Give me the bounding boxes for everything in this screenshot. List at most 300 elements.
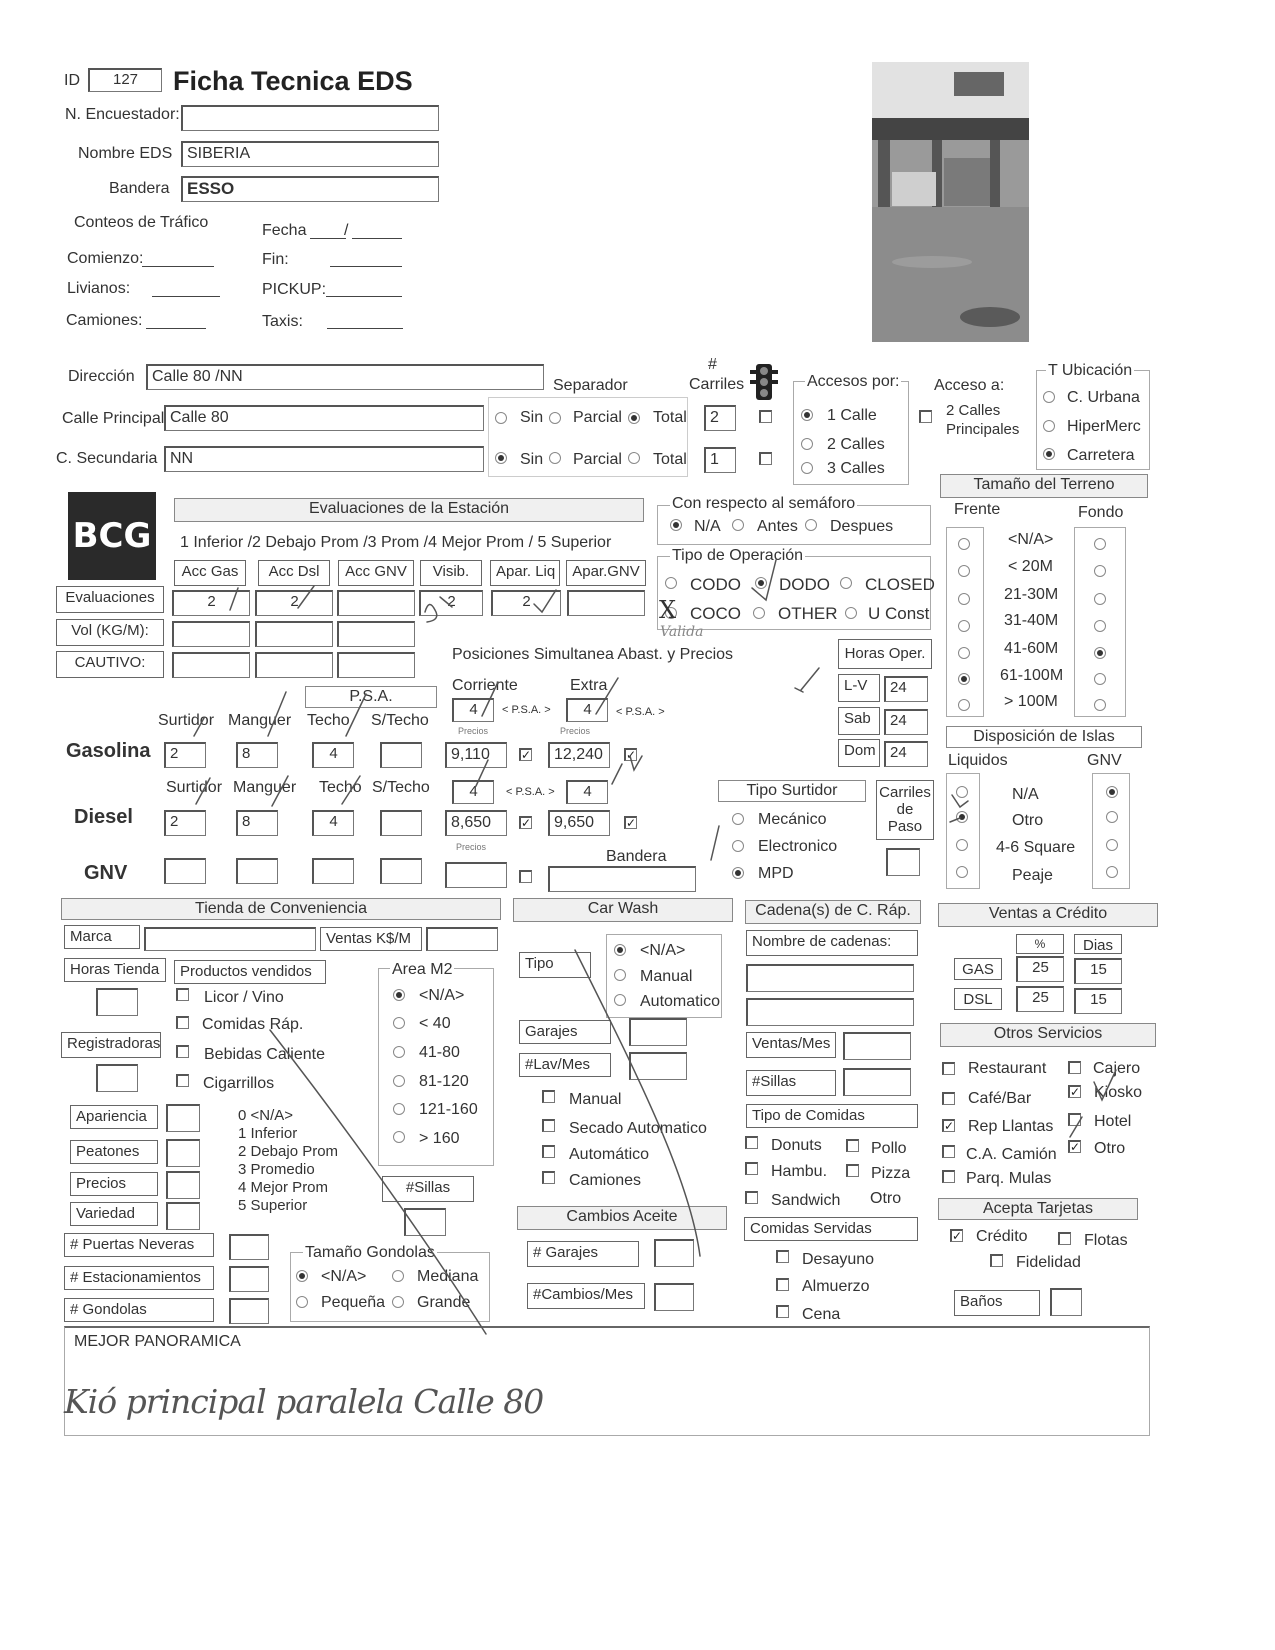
wash-camiones-label: Camiones bbox=[569, 1172, 642, 1189]
gas-techo-field[interactable]: 4 bbox=[312, 742, 354, 768]
gasolina-label: Gasolina bbox=[66, 740, 151, 762]
horas-lv-field[interactable]: 24 bbox=[884, 676, 928, 702]
fecha-month-line[interactable] bbox=[352, 238, 402, 239]
eval-visib[interactable]: 2 bbox=[419, 590, 483, 616]
vol-acc-gnv[interactable] bbox=[337, 621, 415, 647]
dsl-extra-checkbox[interactable]: ✓ bbox=[626, 816, 637, 830]
islas-peaje-label: Peaje bbox=[1012, 867, 1053, 884]
fondo-100m-radio[interactable] bbox=[1094, 673, 1106, 685]
gas-corriente-field[interactable]: 4 bbox=[452, 698, 494, 722]
op-codo-label: CODO bbox=[690, 575, 741, 594]
accesos-2calles-radio[interactable] bbox=[801, 438, 813, 450]
evaluaciones-header: Evaluaciones de la Estación bbox=[174, 498, 644, 522]
serv-kiosko-label: Kiosko bbox=[1094, 1084, 1143, 1101]
banos-label: Baños bbox=[954, 1290, 1040, 1316]
livianos-line[interactable] bbox=[152, 296, 220, 297]
cadenas-sillas-label: #Sillas bbox=[746, 1070, 836, 1096]
credito-gas-dias[interactable]: 15 bbox=[1074, 958, 1122, 984]
dsl-techo-field[interactable]: 4 bbox=[312, 810, 354, 836]
meal-almuerzo-label: Almuerzo bbox=[802, 1278, 870, 1295]
food-pollo-checkbox[interactable] bbox=[846, 1139, 859, 1152]
vol-acc-dsl[interactable] bbox=[255, 621, 333, 647]
eval-acc-dsl[interactable]: 2 bbox=[255, 590, 333, 616]
serv-cajero-checkbox[interactable] bbox=[1068, 1061, 1081, 1074]
gnv-bandera-field[interactable] bbox=[548, 866, 696, 892]
ubicacion-title: T Ubicación bbox=[1048, 362, 1133, 379]
gnv-checkbox[interactable] bbox=[519, 870, 532, 883]
extra-label: Extra bbox=[570, 677, 608, 694]
credito-gas-label: GAS bbox=[954, 958, 1002, 980]
traffic-light-icon bbox=[750, 362, 778, 404]
surtidor-mpd-radio[interactable] bbox=[732, 867, 744, 879]
principal-total-label: Total bbox=[653, 409, 687, 426]
serv-llantas-label: Rep Llantas bbox=[968, 1118, 1054, 1135]
semaforo-na-radio[interactable] bbox=[670, 519, 682, 531]
liquidos-otro-radio[interactable] bbox=[956, 811, 968, 823]
horas-sab-field[interactable]: 24 bbox=[884, 709, 928, 735]
liquidos-peaje-radio[interactable] bbox=[956, 866, 968, 878]
gondolas-field[interactable] bbox=[229, 1298, 269, 1324]
cadenas-ventas-field[interactable] bbox=[843, 1032, 911, 1060]
calle-principal-label: Calle Principal bbox=[62, 410, 165, 427]
prod-comidas-checkbox[interactable] bbox=[176, 1016, 189, 1029]
tarjeta-fidelidad-label: Fidelidad bbox=[1016, 1254, 1081, 1271]
horas-oper-label: Horas Oper. bbox=[838, 639, 932, 669]
pickup-line[interactable] bbox=[326, 296, 402, 297]
ventas-label: Ventas K$/M bbox=[320, 927, 422, 951]
col-apar-liq: Apar. Liq bbox=[490, 560, 560, 586]
cadenas-header: Cadena(s) de C. Ráp. bbox=[745, 900, 921, 924]
surtidor-electronico-label: Electronico bbox=[758, 838, 838, 855]
area-160-radio[interactable] bbox=[393, 1103, 405, 1115]
op-uconst-label: U Const bbox=[868, 604, 930, 623]
fin-line[interactable] bbox=[330, 266, 402, 267]
frente-20m-radio[interactable] bbox=[958, 565, 970, 577]
islas-otro-label: Otro bbox=[1012, 812, 1044, 829]
dsl-precio-extra[interactable]: 9,650 bbox=[548, 810, 610, 836]
fondo-na-radio[interactable] bbox=[1094, 538, 1106, 550]
separador-label: Separador bbox=[553, 377, 628, 394]
psa-header: P.S.A. bbox=[305, 686, 437, 708]
frente-100m-radio[interactable] bbox=[958, 673, 970, 685]
principal-semaforo-checkbox[interactable] bbox=[759, 410, 772, 423]
eval-acc-gnv[interactable] bbox=[337, 590, 415, 616]
serv-llantas-checkbox[interactable]: ✓ bbox=[944, 1119, 955, 1133]
gnv-precio-field[interactable] bbox=[445, 862, 507, 888]
food-pizza-checkbox[interactable] bbox=[846, 1164, 859, 1177]
garajes-field[interactable] bbox=[629, 1018, 687, 1046]
accesos-title: Accesos por: bbox=[807, 373, 900, 390]
accesos-3calles-radio[interactable] bbox=[801, 462, 813, 474]
semaforo-despues-label: Despues bbox=[830, 518, 894, 535]
carwash-auto-radio[interactable] bbox=[614, 994, 626, 1006]
registradoras-field[interactable] bbox=[96, 1064, 138, 1092]
dsl-corriente-field[interactable]: 4 bbox=[452, 780, 494, 804]
tarjeta-flotas-checkbox[interactable] bbox=[1058, 1232, 1071, 1245]
carwash-na-radio[interactable] bbox=[614, 944, 626, 956]
fecha-day-line[interactable] bbox=[310, 238, 346, 239]
lav-mes-field[interactable] bbox=[629, 1052, 687, 1080]
eval-apar-gnv[interactable] bbox=[567, 590, 645, 616]
traffic-title: Conteos de Tráfico bbox=[74, 214, 209, 231]
area-na-label: <N/A> bbox=[419, 987, 465, 1004]
food-pizza-label: Pizza bbox=[871, 1165, 911, 1182]
credito-dias-label: Dias bbox=[1074, 934, 1122, 954]
food-sandwich-checkbox[interactable] bbox=[745, 1191, 758, 1204]
id-field[interactable]: 127 bbox=[88, 68, 162, 92]
dsl-manguer-header: Manguer bbox=[233, 779, 297, 796]
aceite-garajes-field[interactable] bbox=[654, 1239, 694, 1267]
food-donuts-checkbox[interactable] bbox=[745, 1136, 758, 1149]
operacion-title: Tipo de Operación bbox=[672, 547, 804, 564]
techo-header: Techo bbox=[307, 712, 350, 729]
puertas-field[interactable] bbox=[229, 1234, 269, 1260]
cambios-mes-label: #Cambios/Mes bbox=[527, 1283, 645, 1309]
dsl-surtidor-field[interactable]: 2 bbox=[164, 810, 206, 836]
ventas-field[interactable] bbox=[426, 927, 498, 951]
bandera-field[interactable]: ESSO bbox=[181, 176, 439, 202]
area-gt160-radio[interactable] bbox=[393, 1131, 405, 1143]
variedad-label: Variedad bbox=[70, 1202, 158, 1226]
islas-gnv-label: GNV bbox=[1087, 752, 1122, 769]
accesos-1calle-radio[interactable] bbox=[801, 409, 813, 421]
cautivo-acc-gnv[interactable] bbox=[337, 652, 415, 678]
col-acc-gnv: Acc GNV bbox=[338, 560, 414, 586]
wash-automatico-label: Automático bbox=[569, 1146, 650, 1163]
scale-2: 2 Debajo Prom bbox=[238, 1143, 339, 1160]
dsl-precios-label: Precios bbox=[456, 842, 487, 852]
col-acc-gas: Acc Gas bbox=[174, 560, 246, 586]
area-na-radio[interactable] bbox=[393, 989, 405, 1001]
gondolas-label: # Gondolas bbox=[64, 1298, 214, 1322]
calle-secundaria-label: C. Secundaria bbox=[56, 450, 158, 467]
calle-secundaria-field[interactable]: NN bbox=[164, 446, 484, 472]
terreno-60m-label: 41-60M bbox=[1004, 640, 1059, 657]
op-dodo-label: DODO bbox=[779, 575, 830, 594]
scale-5: 5 Superior bbox=[238, 1197, 308, 1214]
gas-psa-label-2: < P.S.A. > bbox=[616, 706, 665, 718]
estacionamientos-field[interactable] bbox=[229, 1266, 269, 1292]
frente-na-radio[interactable] bbox=[958, 538, 970, 550]
serv-otro-checkbox[interactable]: ✓ bbox=[1070, 1140, 1081, 1154]
area-80-radio[interactable] bbox=[393, 1046, 405, 1058]
comienzo-label: Comienzo: bbox=[67, 250, 144, 267]
direccion-field[interactable]: Calle 80 /NN bbox=[146, 364, 544, 390]
gondola-grande-radio[interactable] bbox=[392, 1296, 404, 1308]
stecho-header: S/Techo bbox=[371, 712, 429, 729]
islas-square-label: 4-6 Square bbox=[996, 839, 1076, 856]
gnv-techo-field[interactable] bbox=[312, 858, 354, 884]
dsl-techo-header: Techo bbox=[319, 779, 362, 796]
precios-label: Precios bbox=[70, 1172, 158, 1196]
tarjeta-flotas-label: Flotas bbox=[1084, 1232, 1128, 1249]
frente-30m-radio[interactable] bbox=[958, 593, 970, 605]
taxis-line[interactable] bbox=[327, 328, 403, 329]
semaforo-despues-radio[interactable] bbox=[805, 519, 817, 531]
gnv-stecho-field[interactable] bbox=[380, 858, 422, 884]
secundaria-carriles-field[interactable]: 1 bbox=[704, 447, 736, 473]
gnv-square-radio[interactable] bbox=[1106, 839, 1118, 851]
row-evaluaciones: Evaluaciones bbox=[56, 586, 164, 613]
gnv-na-radio[interactable] bbox=[1106, 786, 1118, 798]
acceso-a-label: Acceso a: bbox=[934, 377, 1005, 394]
credito-gas-pct[interactable]: 25 bbox=[1016, 956, 1064, 982]
eval-apar-liq[interactable]: 2 bbox=[491, 590, 561, 616]
op-coco-label: COCO bbox=[690, 604, 741, 623]
op-other-radio[interactable] bbox=[753, 607, 765, 619]
area-120-radio[interactable] bbox=[393, 1075, 405, 1087]
gas-stecho-field[interactable] bbox=[380, 742, 422, 768]
fondo-40m-radio[interactable] bbox=[1094, 620, 1106, 632]
wash-secado-label: Secado Automatico bbox=[569, 1120, 707, 1137]
op-uconst-radio[interactable] bbox=[845, 607, 857, 619]
carriles-paso-label: Carriles de Paso bbox=[876, 780, 934, 840]
liquidos-square-radio[interactable] bbox=[956, 839, 968, 851]
bandera-label: Bandera bbox=[109, 180, 170, 197]
eval-acc-gas[interactable]: 2 bbox=[172, 590, 250, 616]
cautivo-acc-gas[interactable] bbox=[172, 652, 250, 678]
tienda-sillas-field[interactable] bbox=[404, 1208, 446, 1236]
gas-precio-corriente[interactable]: 9,110 bbox=[445, 742, 507, 768]
gnv-peaje-radio[interactable] bbox=[1106, 866, 1118, 878]
gondola-pequena-label: Pequeña bbox=[321, 1294, 386, 1311]
gas-precios-label-2: Precios bbox=[560, 726, 591, 736]
fondo-60m-radio[interactable] bbox=[1094, 647, 1106, 659]
area-40-radio[interactable] bbox=[393, 1017, 405, 1029]
nombre-eds-field[interactable]: SIBERIA bbox=[181, 141, 439, 167]
serv-otro-label: Otro bbox=[1094, 1140, 1126, 1157]
secundaria-sin-label: Sin bbox=[520, 451, 544, 468]
comidas-servidas-label: Comidas Servidas bbox=[744, 1217, 918, 1241]
gas-psa-label: < P.S.A. > bbox=[502, 704, 551, 716]
surtidor-electronico-radio[interactable] bbox=[732, 840, 744, 852]
secundaria-sin-radio[interactable] bbox=[495, 452, 507, 464]
fondo-20m-radio[interactable] bbox=[1094, 565, 1106, 577]
ubicacion-urbana-label: C. Urbana bbox=[1067, 389, 1140, 406]
cambios-mes-field[interactable] bbox=[654, 1283, 694, 1311]
acceso-2calles-label: 2 Calles bbox=[946, 402, 1001, 419]
ubicacion-urbana-radio[interactable] bbox=[1043, 391, 1055, 403]
op-dodo-radio[interactable] bbox=[755, 577, 767, 589]
col-visib: Visib. bbox=[420, 560, 482, 586]
gnv-surtidor-field[interactable] bbox=[164, 858, 206, 884]
comienzo-line[interactable] bbox=[142, 266, 214, 267]
prod-cigarrillos-checkbox[interactable] bbox=[176, 1074, 189, 1087]
gas-extra-checkbox[interactable]: ✓ bbox=[626, 748, 637, 762]
scale-4: 4 Mejor Prom bbox=[238, 1179, 329, 1196]
secundaria-total-radio[interactable] bbox=[628, 452, 640, 464]
gnv-otro-radio[interactable] bbox=[1106, 811, 1118, 823]
accesos-1calle-label: 1 Calle bbox=[827, 407, 877, 424]
meal-almuerzo-checkbox[interactable] bbox=[776, 1278, 789, 1291]
gas-precio-extra[interactable]: 12,240 bbox=[548, 742, 610, 768]
serv-cafe-checkbox[interactable] bbox=[942, 1092, 955, 1105]
liquidos-na-radio[interactable] bbox=[956, 786, 968, 798]
dsl-corriente-checkbox[interactable]: ✓ bbox=[521, 816, 532, 830]
id-label: ID bbox=[64, 72, 80, 89]
serv-camion-checkbox[interactable] bbox=[942, 1145, 955, 1158]
tienda-sillas-label: #Sillas bbox=[382, 1176, 474, 1202]
gas-corriente-checkbox[interactable]: ✓ bbox=[521, 748, 532, 762]
acceso-2calles-checkbox[interactable] bbox=[919, 410, 932, 423]
terreno-30m-label: 21-30M bbox=[1004, 586, 1059, 603]
fin-label: Fin: bbox=[262, 251, 289, 268]
prod-licor-checkbox[interactable] bbox=[176, 988, 189, 1001]
carwash-header: Car Wash bbox=[513, 898, 733, 922]
dsl-stecho-field[interactable] bbox=[380, 810, 422, 836]
scale-0: 0 <N/A> bbox=[238, 1107, 294, 1124]
variedad-field[interactable] bbox=[166, 1202, 200, 1230]
wash-manual-checkbox[interactable] bbox=[542, 1090, 555, 1103]
op-codo-radio[interactable] bbox=[665, 577, 677, 589]
dsl-extra-field[interactable]: 4 bbox=[566, 780, 608, 804]
calle-principal-field[interactable]: Calle 80 bbox=[164, 405, 484, 431]
gas-extra-field[interactable]: 4 bbox=[566, 698, 608, 722]
frente-40m-radio[interactable] bbox=[958, 620, 970, 632]
ubicacion-carretera-radio[interactable] bbox=[1043, 448, 1055, 460]
credito-header: Ventas a Crédito bbox=[938, 903, 1158, 927]
horas-dom-field[interactable]: 24 bbox=[884, 741, 928, 767]
frente-60m-radio[interactable] bbox=[958, 647, 970, 659]
area-40-label: < 40 bbox=[419, 1015, 451, 1032]
cadenas-nombre-field-1[interactable] bbox=[746, 964, 914, 992]
peatones-field[interactable] bbox=[166, 1139, 200, 1167]
cadenas-sillas-field[interactable] bbox=[843, 1068, 911, 1096]
valida-handwritten: Valida bbox=[660, 624, 704, 640]
credito-dsl-pct[interactable]: 25 bbox=[1016, 986, 1064, 1012]
dsl-manguer-field[interactable]: 8 bbox=[236, 810, 278, 836]
garajes-label: Garajes bbox=[519, 1020, 611, 1044]
semaforo-antes-label: Antes bbox=[757, 518, 798, 535]
principal-sin-radio[interactable] bbox=[495, 412, 507, 424]
gnv-manguer-field[interactable] bbox=[236, 858, 278, 884]
manguer-header: Manguer bbox=[228, 712, 292, 729]
tarjeta-credito-checkbox[interactable]: ✓ bbox=[952, 1229, 963, 1243]
marca-field[interactable] bbox=[144, 927, 316, 951]
wash-automatico-checkbox[interactable] bbox=[542, 1145, 555, 1158]
prod-bebidas-checkbox[interactable] bbox=[176, 1045, 189, 1058]
horas-tienda-label: Horas Tienda bbox=[64, 958, 166, 982]
bcg-logo: BCG bbox=[68, 492, 156, 580]
direccion-label: Dirección bbox=[68, 368, 135, 385]
islas-na-label: N/A bbox=[1012, 786, 1039, 803]
precios-field[interactable] bbox=[166, 1171, 200, 1199]
vol-acc-gas[interactable] bbox=[172, 621, 250, 647]
semaforo-antes-radio[interactable] bbox=[732, 519, 744, 531]
fondo-30m-radio[interactable] bbox=[1094, 593, 1106, 605]
principal-total-radio[interactable] bbox=[628, 412, 640, 424]
dsl-psa-label: < P.S.A. > bbox=[506, 786, 555, 798]
cadenas-ventas-label: Ventas/Mes bbox=[746, 1032, 836, 1058]
credito-dsl-dias[interactable]: 15 bbox=[1074, 988, 1122, 1014]
gondola-pequena-radio[interactable] bbox=[296, 1296, 308, 1308]
banos-field[interactable] bbox=[1050, 1288, 1082, 1316]
gondolas-size-title: Tamaño Gondolas bbox=[305, 1244, 435, 1261]
principal-parcial-radio[interactable] bbox=[549, 412, 561, 424]
panoramica-title: MEJOR PANORAMICA bbox=[74, 1333, 241, 1350]
productos-label: Productos vendidos bbox=[174, 960, 326, 984]
encuestador-field[interactable] bbox=[181, 105, 439, 131]
secundaria-parcial-radio[interactable] bbox=[549, 452, 561, 464]
lav-mes-label: #Lav/Mes bbox=[519, 1053, 611, 1077]
meal-desayuno-checkbox[interactable] bbox=[776, 1250, 789, 1263]
puertas-label: # Puertas Neveras bbox=[64, 1233, 214, 1257]
dsl-precio-corriente[interactable]: 8,650 bbox=[445, 810, 507, 836]
serv-hotel-checkbox[interactable] bbox=[1068, 1113, 1081, 1126]
row-vol: Vol (KG/M): bbox=[56, 619, 164, 646]
terreno-na-label: <N/A> bbox=[1008, 531, 1054, 548]
cadenas-nombre-field-2[interactable] bbox=[746, 998, 914, 1026]
op-closed-radio[interactable] bbox=[840, 577, 852, 589]
ubicacion-hipermerc-radio[interactable] bbox=[1043, 420, 1055, 432]
principal-carriles-field[interactable]: 2 bbox=[704, 405, 736, 431]
gondola-na-radio[interactable] bbox=[296, 1270, 308, 1282]
secundaria-semaforo-checkbox[interactable] bbox=[759, 452, 772, 465]
carriles-hash: # bbox=[708, 356, 717, 373]
islas-header: Disposición de Islas bbox=[946, 726, 1142, 748]
serv-hotel-label: Hotel bbox=[1094, 1113, 1132, 1130]
meal-cena-label: Cena bbox=[802, 1306, 841, 1323]
wash-camiones-checkbox[interactable] bbox=[542, 1171, 555, 1184]
food-otro-label: Otro bbox=[870, 1190, 902, 1207]
serv-restaurant-checkbox[interactable] bbox=[942, 1062, 955, 1075]
cautivo-acc-dsl[interactable] bbox=[255, 652, 333, 678]
fondo-gt100m-radio[interactable] bbox=[1094, 699, 1106, 711]
semaforo-na-label: N/A bbox=[694, 518, 721, 535]
tarjeta-fidelidad-checkbox[interactable] bbox=[990, 1254, 1003, 1267]
livianos-label: Livianos: bbox=[67, 280, 131, 297]
apariencia-field[interactable] bbox=[166, 1104, 200, 1132]
ubicacion-hipermerc-label: HiperMerc bbox=[1067, 418, 1141, 435]
terreno-40m-label: 31-40M bbox=[1004, 612, 1059, 629]
gnv-bandera-label: Bandera bbox=[606, 848, 667, 865]
scale-3: 3 Promedio bbox=[238, 1161, 315, 1178]
tarjetas-header: Acepta Tarjetas bbox=[938, 1198, 1138, 1220]
surtidor-mecanico-radio[interactable] bbox=[732, 813, 744, 825]
surtidor-mecanico-label: Mecánico bbox=[758, 811, 827, 828]
camiones-label: Camiones: bbox=[66, 312, 143, 329]
evaluaciones-scale: 1 Inferior /2 Debajo Prom /3 Prom /4 Mejor Prom / 5 Superior bbox=[180, 534, 612, 551]
nombre-eds-label: Nombre EDS bbox=[78, 145, 173, 162]
meal-cena-checkbox[interactable] bbox=[776, 1305, 789, 1318]
terreno-100m-label: 61-100M bbox=[1000, 667, 1064, 684]
camiones-line[interactable] bbox=[146, 328, 206, 329]
gondola-mediana-radio[interactable] bbox=[392, 1270, 404, 1282]
accesos-3calles-label: 3 Calles bbox=[827, 460, 885, 477]
horas-tienda-field[interactable] bbox=[96, 988, 138, 1016]
pickup-label: PICKUP: bbox=[262, 281, 327, 298]
gas-manguer-field[interactable]: 8 bbox=[236, 742, 278, 768]
terreno-gt100m-label: > 100M bbox=[1004, 693, 1058, 710]
gondola-na-label: <N/A> bbox=[321, 1268, 367, 1285]
food-hambu-checkbox[interactable] bbox=[745, 1162, 758, 1175]
serv-kiosko-checkbox[interactable]: ✓ bbox=[1070, 1085, 1081, 1099]
principal-sin-label: Sin bbox=[520, 409, 544, 426]
terreno-20m-label: < 20M bbox=[1008, 558, 1053, 575]
serv-mulas-checkbox[interactable] bbox=[942, 1170, 955, 1183]
op-closed-label: CLOSED bbox=[865, 575, 935, 594]
carwash-manual-radio[interactable] bbox=[614, 969, 626, 981]
marca-label: Marca bbox=[64, 925, 140, 949]
food-hambu-label: Hambu. bbox=[771, 1163, 828, 1180]
wash-secado-checkbox[interactable] bbox=[542, 1119, 555, 1132]
area-title: Area M2 bbox=[392, 961, 453, 978]
gas-surtidor-field[interactable]: 2 bbox=[164, 742, 206, 768]
carriles-label: Carriles bbox=[689, 376, 745, 393]
frente-gt100m-radio[interactable] bbox=[958, 699, 970, 711]
registradoras-label: Registradoras bbox=[61, 1032, 161, 1058]
carriles-paso-field[interactable] bbox=[886, 848, 920, 876]
